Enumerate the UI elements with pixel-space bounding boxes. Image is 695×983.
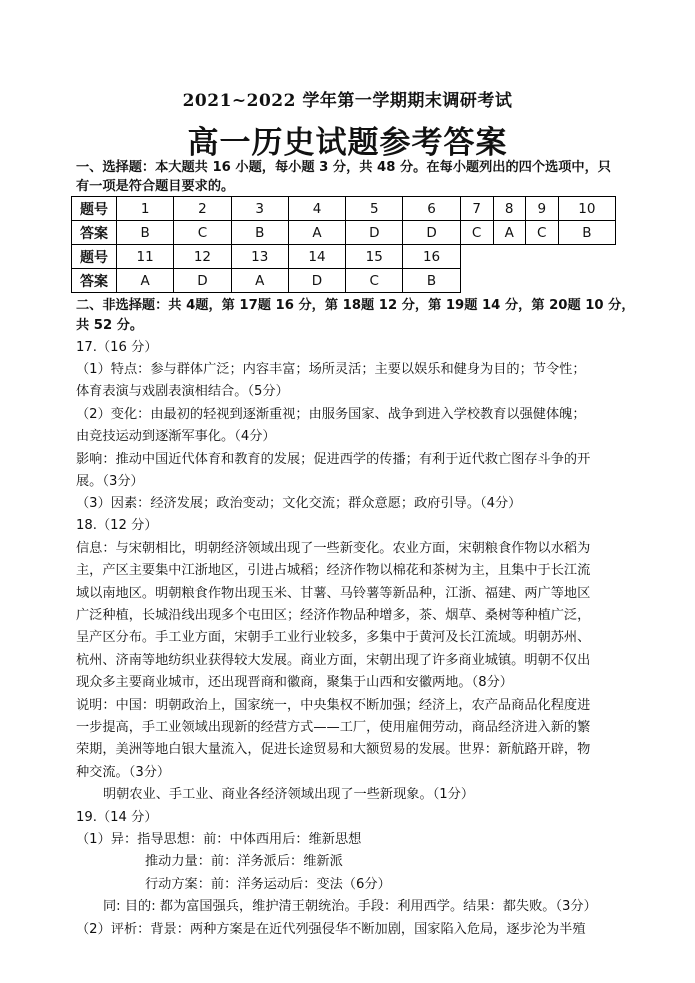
answer-cell: B <box>403 269 460 293</box>
text-line: 同: 目的: 都为富国强兵，维护清王朝统治。手段：利用西学。结果：都失败。（3分） <box>103 899 597 914</box>
table-row <box>72 245 616 269</box>
section1-intro-line2: 有一项是符合题目要求的。 <box>76 179 235 194</box>
text-line: 行动方案：前：洋务运动后：变法（6分） <box>145 877 391 892</box>
question-number: 15 <box>346 245 403 269</box>
question-number: 1 <box>117 197 174 221</box>
text-line: 说明：中国：明朝政治上，国家统一，中央集权不断加强；经济上，农产品商品化程度进 <box>76 698 591 713</box>
text-line: （1）特点：参与群体广泛；内容丰富；场所灵活；主要以娱乐和健身为目的；节令性； <box>76 362 586 377</box>
text-line: 推动力量：前：洋务派后：维新派 <box>145 854 343 869</box>
answer-cell: D <box>174 269 231 293</box>
table-row <box>72 269 616 293</box>
answer-cell: C <box>460 221 493 245</box>
text-line: 展。（3分） <box>76 474 144 489</box>
answer-table <box>71 196 616 293</box>
row-label-number: 题号 <box>72 197 117 221</box>
answer-cell: A <box>493 221 525 245</box>
answer-cell: A <box>288 221 345 245</box>
text-line: （1）异：指导思想：前：中体西用后：维新思想 <box>76 832 362 847</box>
answer-cell: C <box>174 221 231 245</box>
section1-intro-line1: 一、选择题：本大题共 16 小题，每小题 3 分，共 48 分。在每小题列出的四个选项中，只 <box>76 160 611 175</box>
answer-cell: C <box>346 269 403 293</box>
question-number: 3 <box>231 197 288 221</box>
answer-cell: B <box>558 221 615 245</box>
text-line: 明朝农业、手工业、商业各经济领域出现了一些新现象。（1分） <box>103 787 475 802</box>
text-line: 由竞技运动到逐渐军事化。（4分） <box>76 429 276 444</box>
text-line: 现众多主要商业城市，还出现晋商和徽商，聚集于山西和安徽两地。（8分） <box>76 675 513 690</box>
table-row <box>72 221 616 245</box>
text-line: 广泛种植，长城沿线出现多个屯田区；经济作物品种增多，茶、烟草、桑树等种植广泛， <box>76 608 591 623</box>
row-label-number: 题号 <box>72 245 117 269</box>
question-number: 9 <box>525 197 558 221</box>
text-line: （3）因素：经济发展；政治变动；文化交流；群众意愿；政府引导。（4分） <box>76 496 522 511</box>
exam-subtitle: 2021~2022 学年第一学期期末调研考试 <box>182 91 513 111</box>
answer-cell: D <box>346 221 403 245</box>
answer-cell: D <box>403 221 460 245</box>
row-label-answer: 答案 <box>72 221 117 245</box>
answer-cell: A <box>117 269 174 293</box>
answer-cell: B <box>231 221 288 245</box>
text-line: 体育表演与戏剧表演相结合。（5分） <box>76 384 289 399</box>
answer-cell: C <box>525 221 558 245</box>
question-number: 2 <box>174 197 231 221</box>
question-number: 5 <box>346 197 403 221</box>
answer-cell: B <box>117 221 174 245</box>
question-number: 11 <box>117 245 174 269</box>
text-line: 影响：推动中国近代体育和教育的发展；促进西学的传播；有利于近代救亡图存斗争的开 <box>76 452 591 467</box>
question-number: 8 <box>493 197 525 221</box>
text-line: 主，产区主要集中江浙地区，引进占城稻；经济作物以棉花和茶树为主，且集中于长江流 <box>76 563 591 578</box>
q17-heading: 17.（16 分） <box>76 340 158 355</box>
section2-intro-line2: 共 52 分。 <box>76 318 144 333</box>
row-label-answer: 答案 <box>72 269 117 293</box>
question-number: 4 <box>288 197 345 221</box>
text-line: 荣期，美洲等地白银大量流入，促进长途贸易和大额贸易的发展。世界：新航路开辟，物 <box>76 742 591 757</box>
question-number: 14 <box>288 245 345 269</box>
section2-intro-line1: 二、非选择题：共 4题，第 17题 16 分，第 18题 12 分，第 19题 14 分，第 20题 10 分， <box>76 298 635 313</box>
text-line: （2）变化：由最初的轻视到逐渐重视；由服务国家、战争到进入学校教育以强健体魄； <box>76 407 586 422</box>
text-line: 信息：与宋朝相比，明朝经济领域出现了一些新变化。农业方面，宋朝粮食作物以水稻为 <box>76 541 591 556</box>
text-line: 呈产区分布。手工业方面，宋朝手工业行业较多，多集中于黄河及长江流域。明朝苏州、 <box>76 630 591 645</box>
table-row <box>72 197 616 221</box>
question-number: 7 <box>460 197 493 221</box>
text-line: 域以南地区。明朝粮食作物出现玉米、甘薯、马铃薯等新品种，江浙、福建、两广等地区 <box>76 586 591 601</box>
question-number: 12 <box>174 245 231 269</box>
page-title: 高一历史试题参考答案 <box>187 125 508 161</box>
question-number: 16 <box>403 245 460 269</box>
q19-heading: 19.（14 分） <box>76 810 158 825</box>
text-line: 种交流。（3分） <box>76 765 171 780</box>
answer-cell: A <box>231 269 288 293</box>
question-number: 13 <box>231 245 288 269</box>
q18-heading: 18.（12 分） <box>76 518 158 533</box>
text-line: 一步提高，手工业领域出现新的经营方式——工厂，使用雇佣劳动，商品经济进入新的繁 <box>76 720 591 735</box>
question-number: 10 <box>558 197 615 221</box>
answer-cell: D <box>288 269 345 293</box>
text-line: （2）评析：背景：两种方案是在近代列强侵华不断加剧，国家陷入危局，逐步沦为半殖 <box>76 922 586 937</box>
text-line: 杭州、济南等地纺织业获得较大发展。商业方面，宋朝出现了许多商业城镇。明朝不仅出 <box>76 653 591 668</box>
question-number: 6 <box>403 197 460 221</box>
